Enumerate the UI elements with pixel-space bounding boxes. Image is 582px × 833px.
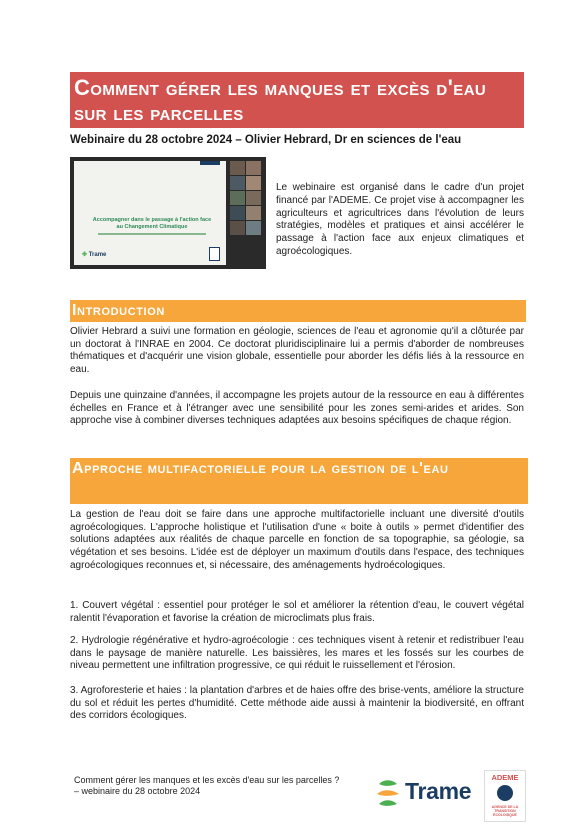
participant-thumbnail [230, 191, 245, 205]
participant-thumbnail [230, 176, 245, 190]
participant-thumbnail [246, 221, 261, 235]
ademe-marianne-icon [497, 785, 513, 801]
slide-logo-text: Trame [88, 252, 107, 258]
participant-thumbnail [246, 161, 261, 175]
footer-line: – webinaire du 28 octobre 2024 [74, 786, 201, 796]
paragraph: La gestion de l'eau doit se faire dans une approche multifactorielle incluant une diversité d'outils agroécologiques. L'approche holistique et l'utilisation d'une « boite à outils » permet d'identifier des solutions adaptées aux réalités de chaque parcelle en fonction de sa topographie, sa géologie, sa végétation et ses besoins. L'idée est de déployer un maximum d'outils dans l'espace, des techniques agroécologiques reconnues et, si nécessaire, des aménagements hydroécologiques. [70, 509, 524, 571]
paragraph: 2. Hydrologie régénérative et hydro-agroécologie : ces techniques visent à retenir et redistribuer l'eau dans le paysage de manière naturelle. Les baissières, les mares et les fossés sur les courbes de niveau permettent une infiltration progressive, ce qui réduit le ruissellement et l'érosion. [70, 635, 524, 672]
paragraph: Olivier Hebrard a suivi une formation en géologie, sciences de l'eau et agronomie qu'il a clôturée par un doctorat à l'INRAE en 2004. Ce doctorat pluridisciplinaire lui a permis d'aborder de nombreuses thématiques et d'acquérir une vision globale, essentielle pour aborder les défis liés à la ressource en eau. [70, 326, 524, 376]
trame-leaf-icon [375, 776, 405, 810]
ademe-logo [484, 770, 526, 822]
paragraph: 3. Agroforesterie et haies : la plantation d'arbres et de haies offre des brise-vents, améliore la structure du sol et réduit les pertes d'humidité. Cette méthode aide aussi à maintenir la biodiversité, en offrant des corridors écologiques. [70, 685, 524, 722]
ademe-tagline: AGENCE DE LA TRANSITION ÉCOLOGIQUE [491, 805, 519, 817]
slide-ademe-icon [209, 247, 220, 261]
trame-logo [375, 776, 479, 810]
slide-logo: ✤ Trame [82, 252, 107, 258]
participant-thumbnail [246, 191, 261, 205]
title-banner [70, 72, 524, 128]
paragraph: 1. Couvert végétal : essentiel pour protéger le sol et améliorer la rétention d'eau, le couvert végétal ralentit l'évaporation et favorise la création de microclimats plus frais. [70, 600, 524, 624]
slide-flag-icon [200, 161, 220, 165]
participant-thumbnail [230, 161, 245, 175]
intro-text: Le webinaire est organisé dans le cadre d'un projet financé par l'ADEME. Ce projet vise à accompagner les agriculteurs et agricultrices dans l'évolution de leurs stratégies, modèles et pratiques et ainsi accélérer le passage à l'action face aux enjeux climatiques et agroécologiques. [276, 182, 524, 257]
webinar-slide [74, 161, 226, 265]
participant-thumbnail [246, 206, 261, 220]
footer-text [74, 775, 339, 797]
slide-title: Accompagner dans le passage à l'action face au Changement Climatique [92, 217, 212, 230]
page-title: Comment gérer les manques et excès d'eau sur les parcelles [74, 75, 487, 125]
participant-thumbnail [230, 221, 245, 235]
ademe-logo-text: ADEME [491, 773, 519, 782]
trame-logo-text: Trame [405, 778, 472, 804]
footer-line: Comment gérer les manques et les excès d'eau sur les parcelles ? [74, 775, 340, 785]
slide-divider [98, 233, 206, 235]
paragraph: Depuis une quinzaine d'années, il accompagne les projets autour de la ressource en eau à différentes échelles en France et à l'étranger avec une sensibilité pour les zones semi-arides et arides. Son approche vise à combiner diverses techniques adaptées aux besoins spécifiques de chaque région. [70, 390, 524, 427]
participant-thumbnail [230, 206, 245, 220]
webinar-screenshot [70, 157, 266, 269]
section-heading-introduction: Introduction [70, 300, 526, 322]
participant-thumbnails [230, 161, 262, 265]
page-subtitle: Webinaire du 28 octobre 2024 – Olivier Hebrard, Dr en sciences de l'eau [70, 134, 462, 146]
participant-thumbnail [246, 176, 261, 190]
section-heading-approche: Approche multifactorielle pour la gestion de l'eau [70, 458, 528, 504]
